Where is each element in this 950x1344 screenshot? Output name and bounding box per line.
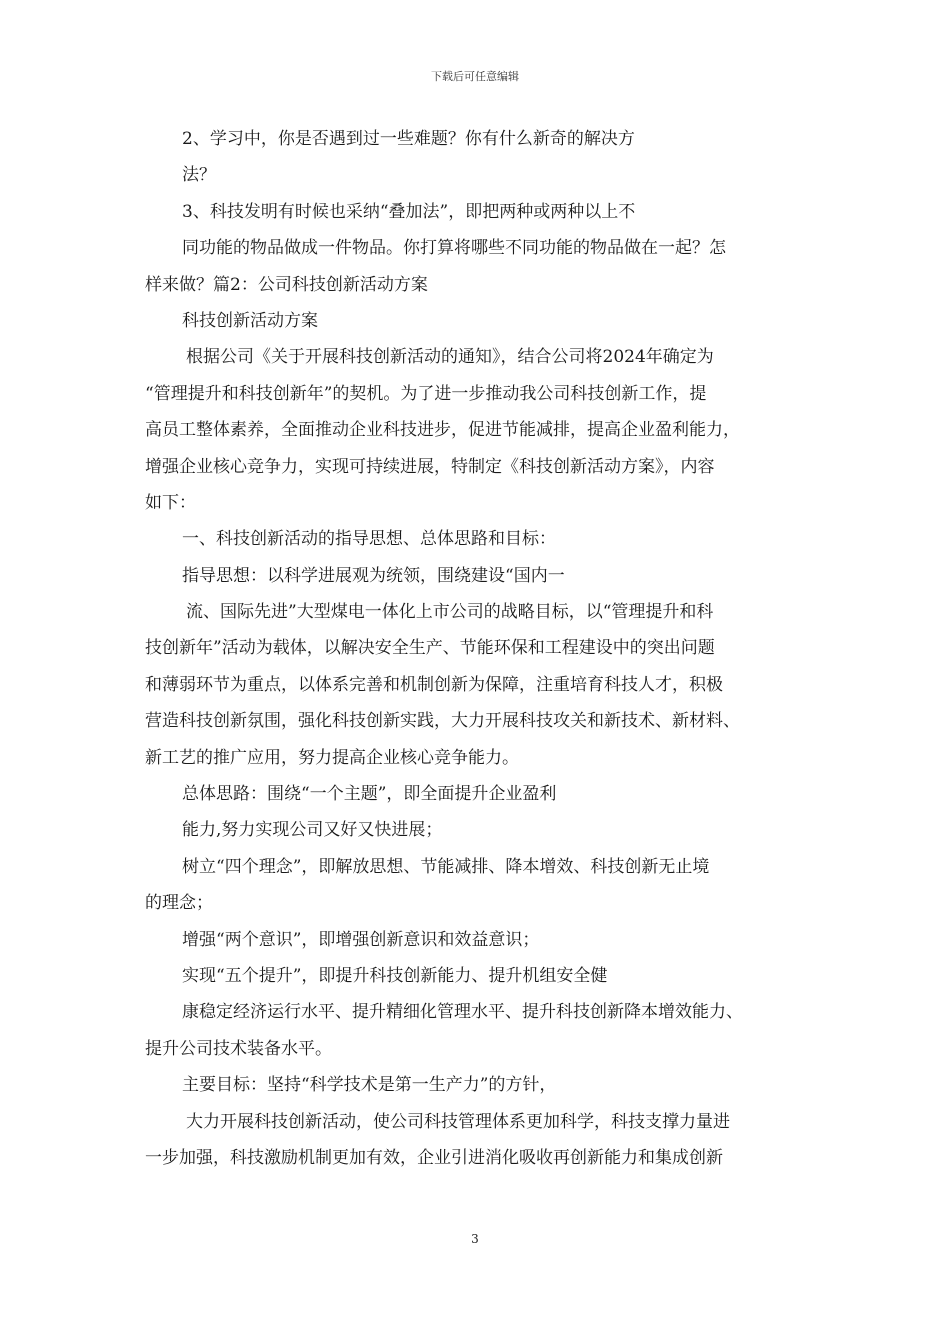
text-line: 技创新年”活动为载体，以解决安全生产、节能环保和工程建设中的突出问题 <box>145 638 715 659</box>
text-line: 主要目标：坚持“科学技术是第一生产力”的方针， <box>182 1075 557 1096</box>
text-line: 高员工整体素养，全面推动企业科技进步，促进节能减排，提高企业盈利能力， <box>145 420 740 441</box>
text-line: 新工艺的推广应用，努力提高企业核心竞争能力。 <box>145 747 519 768</box>
text-line: 提升公司技术装备水平。 <box>145 1038 332 1059</box>
document-body <box>145 121 820 1176</box>
text-line: 指导思想：以科学进展观为统领，围绕建设“国内一 <box>182 565 565 586</box>
text-line: 大力开展科技创新活动，使公司科技管理体系更加科学，科技支撑力量进 <box>186 1111 730 1132</box>
text-line: 法？ <box>182 165 216 186</box>
text-line: “管理提升和科技创新年”的契机。为了进一步推动我公司科技创新工作，提 <box>145 383 707 404</box>
page-header: 下载后可任意编辑 <box>431 70 519 83</box>
text-line: 的理念； <box>145 893 213 914</box>
text-line: 增强企业核心竞争力，实现可持续进展，特制定《科技创新活动方案》，内容 <box>145 456 715 477</box>
text-line: 一、科技创新活动的指导思想、总体思路和目标： <box>182 529 556 550</box>
text-line: 3、科技发明有时候也采纳“叠加法”，即把两种或两种以上不 <box>182 201 636 222</box>
text-line: 康稳定经济运行水平、提升精细化管理水平、提升科技创新降本增效能力、 <box>182 1002 743 1023</box>
text-line: 如下： <box>145 492 196 513</box>
text-line: 能力,努力实现公司又好又快进展； <box>182 820 443 841</box>
text-line: 树立“四个理念”，即解放思想、节能减排、降本增效、科技创新无止境 <box>182 856 710 877</box>
text-line: 同功能的物品做成一件物品。你打算将哪些不同功能的物品做在一起？怎 <box>182 238 726 259</box>
text-line: 根据公司《关于开展科技创新活动的通知》，结合公司将2024年确定为 <box>186 347 714 368</box>
text-line: 样来做？篇2：公司科技创新活动方案 <box>145 274 428 295</box>
text-line: 总体思路：围绕“一个主题”，即全面提升企业盈利 <box>182 784 557 805</box>
text-line: 一步加强，科技激励机制更加有效，企业引进消化吸收再创新能力和集成创新 <box>145 1147 723 1168</box>
text-line: 增强“两个意识”，即增强创新意识和效益意识； <box>182 929 540 950</box>
text-line: 2、学习中，你是否遇到过一些难题？你有什么新奇的解决方 <box>182 129 635 149</box>
text-line: 流、国际先进”大型煤电一体化上市公司的战略目标，以“管理提升和科 <box>186 602 714 623</box>
text-line: 科技创新活动方案 <box>182 310 318 331</box>
text-line: 营造科技创新氛围，强化科技创新实践，大力开展科技攻关和新技术、新材料、 <box>145 711 740 732</box>
text-line: 和薄弱环节为重点，以体系完善和机制创新为保障，注重培育科技人才，积极 <box>145 674 723 695</box>
page-number: 3 <box>471 1232 479 1246</box>
text-line: 实现“五个提升”，即提升科技创新能力、提升机组安全健 <box>182 965 608 986</box>
